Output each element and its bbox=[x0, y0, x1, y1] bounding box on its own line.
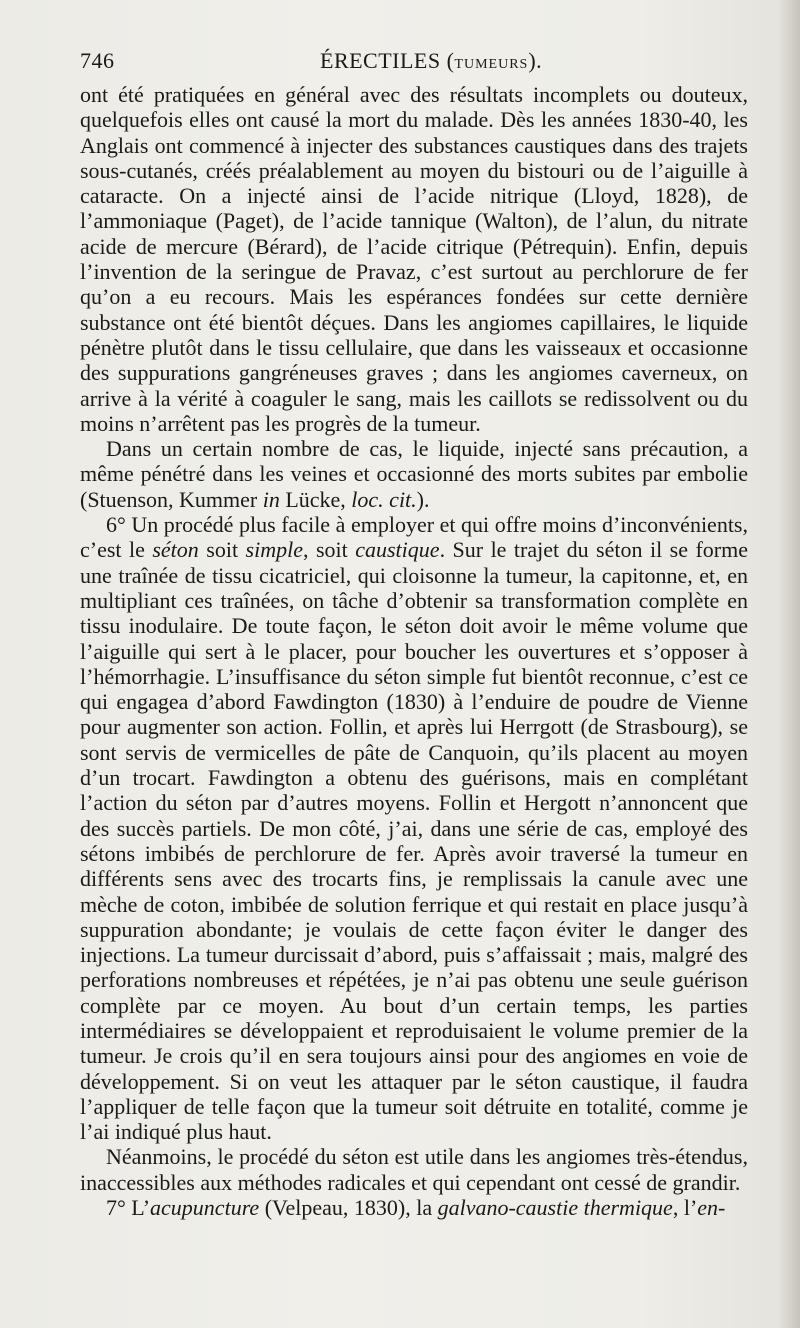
text-run: . Sur le trajet du séton il se forme une traînée de tissu cicatriciel, qui cloisonne la tumeur, la capitonne, et, en multipliant ces traînées, on tâche d’obtenir sa transformation complète en tissu inodulaire. De toute façon, le séton doit avoir le même volume que l’aiguille qui sert à le placer, pour boucher les ouvertures et s’opposer à l’hémorrhagie. L’insuffisance du séton simple fut bientôt reconnue, c’est ce qui engagea d’abord Fawdington (1830) à l’enduire de poudre de Vienne pour augmenter son action. Follin, et après lui Herrgott (de Strasbourg), se sont servis de vermicelles de pâte de Canquoin, qu’ils placent au moyen d’un trocart. Fawdington a obtenu des guérisons, mais en complétant l’action du séton par d’autres moyens. Follin et Hergott n’annoncent que des succès partiels. De mon côté, j’ai, dans une série de cas, employé des sétons imbibés de perchlorure de fer. Après avoir traversé la tumeur en différents sens avec des trocarts fins, je remplissais la canule avec une mèche de coton, imbibée de solution ferrique et qui restait en place jusqu’à suppuration abondante; je voulais de cette façon éviter le danger des injections. La tumeur durcissait d’abord, puis s’affaissait ; mais, malgré des perforations nombreuses et répétées, je n’ai pas obtenu une seule guérison complète par ce moyen. Au bout d’un certain temps, les parties intermédiaires se développaient et reproduisaient le volume premier de la tumeur. Je crois qu’il en sera toujours ainsi pour des angiomes en voie de développement. Si on veut les attaquer par le séton caustique, il faudra l’appliquer de telle façon que la tumeur soit détruite en totalité, comme je l’ai indiqué plus haut. bbox=[80, 537, 748, 1145]
paragraph-5 bbox=[80, 1195, 748, 1220]
text-run: Dans un certain nombre de cas, le liquide, injecté sans précaution, a même pénétré dans les veines et occasionné des morts subites par embolie (Stuenson, Kummer bbox=[80, 436, 748, 512]
page-number: 746 bbox=[80, 48, 115, 73]
italic-run: simple bbox=[245, 537, 303, 563]
italic-run: caustique bbox=[355, 537, 440, 563]
paragraph-2 bbox=[80, 436, 748, 512]
text-run: soit bbox=[198, 537, 246, 563]
running-header bbox=[80, 48, 748, 80]
italic-run: in bbox=[262, 486, 280, 512]
italic-run: en- bbox=[697, 1195, 726, 1221]
running-title bbox=[320, 48, 542, 74]
text-run: ont été pratiquées en général avec des résultats incomplets ou douteux, quelquefois elles ont causé la mort du malade. Dès les années 1830-40, les Anglais ont commencé à injecter des substances caustiques dans des trajets sous-cutanés, créés préalablement au moyen du bistouri ou de l’aiguille à cataracte. On a injecté ainsi de l’acide nitrique (Lloyd, 1828), de l’ammoniaque (Paget), de l’acide tannique (Walton), de l’alun, du nitrate acide de mercure (Bérard), de l’acide citrique (Pétrequin). Enfin, depuis l’invention de la seringue de Pravaz, c’est surtout au perchlorure de fer qu’on a eu recours. Mais les espérances fondées sur cette dernière substance ont été bientôt déçues. Dans les angiomes capillaires, le liquide pénètre plutôt dans le tissu cellulaire, que dans les vaisseaux et occasionne des suppurations gangréneuses graves ; dans les angiomes caverneux, on arrive à la vérité à coaguler le sang, mais les caillots se redissolvent ou du moins n’arrêtent pas les progrès de la tumeur. bbox=[80, 82, 748, 436]
italic-run: séton bbox=[152, 537, 199, 563]
running-title-paren-open: ( bbox=[446, 48, 455, 73]
text-run: , l’ bbox=[672, 1195, 698, 1221]
text-run: Lücke, bbox=[279, 486, 352, 512]
running-title-paren-close: ). bbox=[528, 48, 543, 73]
running-title-small: TUMEURS bbox=[454, 57, 529, 72]
italic-run: galvano-caustie thermique bbox=[437, 1195, 673, 1221]
text-run: Néanmoins, le procédé du séton est utile dans les angiomes très-étendus, inaccessibles aux méthodes radicales et qui cependant ont cessé de grandir. bbox=[80, 1144, 748, 1195]
text-run: , soit bbox=[303, 537, 356, 563]
paragraph-4 bbox=[80, 1144, 748, 1195]
text-run: ). bbox=[416, 486, 430, 512]
italic-run: loc. cit. bbox=[351, 486, 417, 512]
body-text bbox=[80, 82, 748, 1220]
paragraph-3 bbox=[80, 512, 748, 1144]
italic-run: acupuncture bbox=[150, 1195, 260, 1221]
text-run: 6° Un procédé plus facile à employer et qui offre moins d’inconvénients, c’est le bbox=[80, 512, 748, 563]
spine-shadow bbox=[778, 0, 800, 1328]
running-title-main: ÉRECTILES bbox=[320, 48, 441, 73]
paragraph-1 bbox=[80, 82, 748, 436]
text-run: 7° L’ bbox=[106, 1195, 151, 1221]
text-run: (Velpeau, 1830), la bbox=[259, 1195, 438, 1221]
